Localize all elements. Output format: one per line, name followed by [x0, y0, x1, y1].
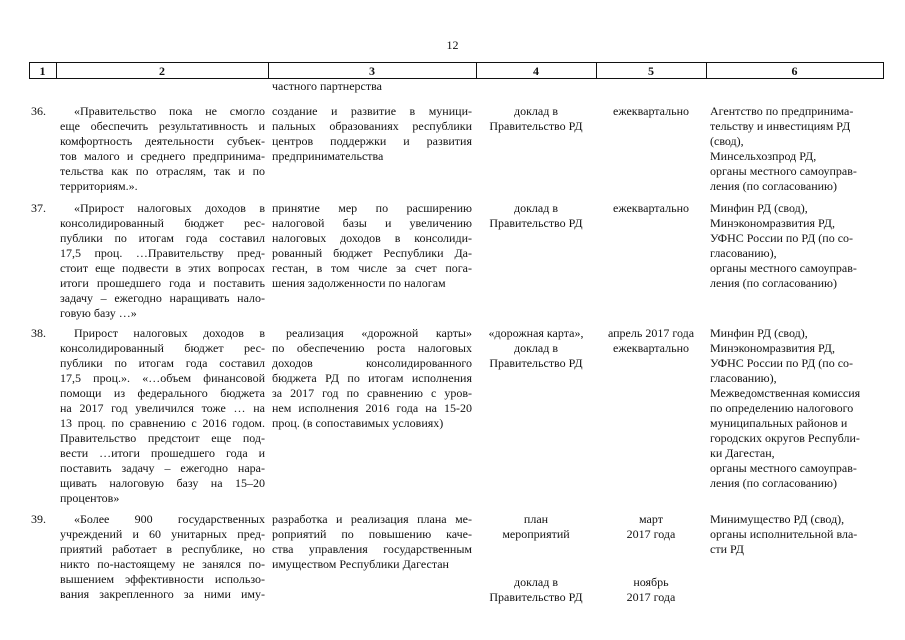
header-col-6: 6 — [791, 64, 798, 78]
row-deadline: ежеквартально — [613, 201, 689, 215]
row-responsible: Минфин РД (свод), Минэкономразвития РД, УФНС России по РД (по со- гласованию), Межведомственная комиссия по определению налогового муниципальных районов и городских округов Республи- ки Дагестан, органы местного самоуправ- ления (по согласованию) — [710, 326, 861, 490]
row-responsible: Агентство по предпринима- тельству и инвестициям РД (свод), Минсельхозпрод РД, органы местного самоуправ- ления (по согласованию) — [710, 104, 857, 193]
row-deadline: апрель 2017 года ежеквартально — [607, 326, 695, 355]
carryover-measure-text: частного партнерства — [272, 79, 382, 93]
row-responsible: Минфин РД (свод), Минэкономразвития РД, УФНС России по РД (по со- гласованию), органы местного самоуправ- ления (по согласованию) — [710, 201, 857, 290]
row-quote: «Более 900 государственных учреждений и 60 унитарных пред- приятий работает в республике, но никто по-настоящему не занялся по- вышением эффективности использо- вания закрепленного за ними иму- — [60, 512, 265, 601]
header-top-rule — [29, 62, 884, 63]
row-deadline: март 2017 года — [626, 512, 676, 541]
row-report-form: доклад в Правительство РД — [489, 201, 583, 230]
header-divider — [883, 62, 884, 78]
row-deadline-2: ноябрь 2017 года — [626, 575, 676, 604]
row-quote: «Прирост налоговых доходов в консолидированный бюджет рес- публики по итогам года составил 17,5 проц. …Правительству пред- стоит еще подвести в этих вопросах итоги прошедшего года и поставить задачу – ежегодно наращивать нало- говую базу …» — [60, 201, 265, 320]
row-responsible: Минимущество РД (свод), органы исполнительной вла- сти РД — [710, 512, 858, 556]
header-col-2: 2 — [159, 64, 165, 78]
row-number: 37. — [31, 201, 46, 215]
row-number: 38. — [31, 326, 46, 340]
row-report-form: «дорожная карта», доклад в Правительство РД — [488, 326, 584, 370]
row-number: 39. — [31, 512, 46, 526]
row-quote: Прирост налоговых доходов в консолидированный бюджет рес- публики по итогам года составил 17,5 проц.». «…объем финансовой помощи из федерального бюджета на 2017 год увеличился тоже … на 13 проц. по сравнению с 2016 годом. Правительство предстоит еще под- вести …итоги прошедшего года и поставить задачу – ежегодно нара- щивать налоговую базу на 15–20 процентов» — [60, 326, 265, 505]
row-number: 36. — [31, 104, 46, 118]
page-number: 12 — [446, 38, 459, 52]
header-col-4: 4 — [533, 64, 539, 78]
row-deadline: ежеквартально — [613, 104, 689, 118]
row-quote: «Правительство пока не смогло еще обеспечить результативность и комфортность деятельности субъек- тов малого и среднего предпринима- тельства как по отраслям, так и по территориям.». — [60, 104, 265, 193]
row-report-form: доклад в Правительство РД — [489, 104, 583, 133]
row-measure: реализация «дорожной карты» по обеспечению роста налоговых доходов консолидированного бюджета РД по итогам исполнения за 2017 год по сравнению с уров- нем исполнения 2016 года на 15-20 проц. (в сопоставимых условиях) — [272, 326, 472, 430]
row-measure: разработка и реализация плана ме- роприятий по повышению каче- ства управления государственным имуществом Республики Дагестан — [272, 512, 472, 571]
row-report-form: план мероприятий — [502, 512, 570, 541]
row-measure: принятие мер по расширению налоговой базы и увеличению налоговых доходов в консолиди- рованный бюджет Республики Да- гестан, в том числе за счет пога- шения задолженности по налогам — [272, 201, 472, 290]
row-report-form-2: доклад в Правительство РД — [489, 575, 583, 604]
header-col-5: 5 — [648, 64, 654, 78]
row-measure: создание и развитие в муници- пальных образованиях республики центров поддержки и развития предпринимательства — [272, 104, 472, 163]
header-col-1: 1 — [39, 64, 46, 78]
header-col-3: 3 — [369, 64, 375, 78]
